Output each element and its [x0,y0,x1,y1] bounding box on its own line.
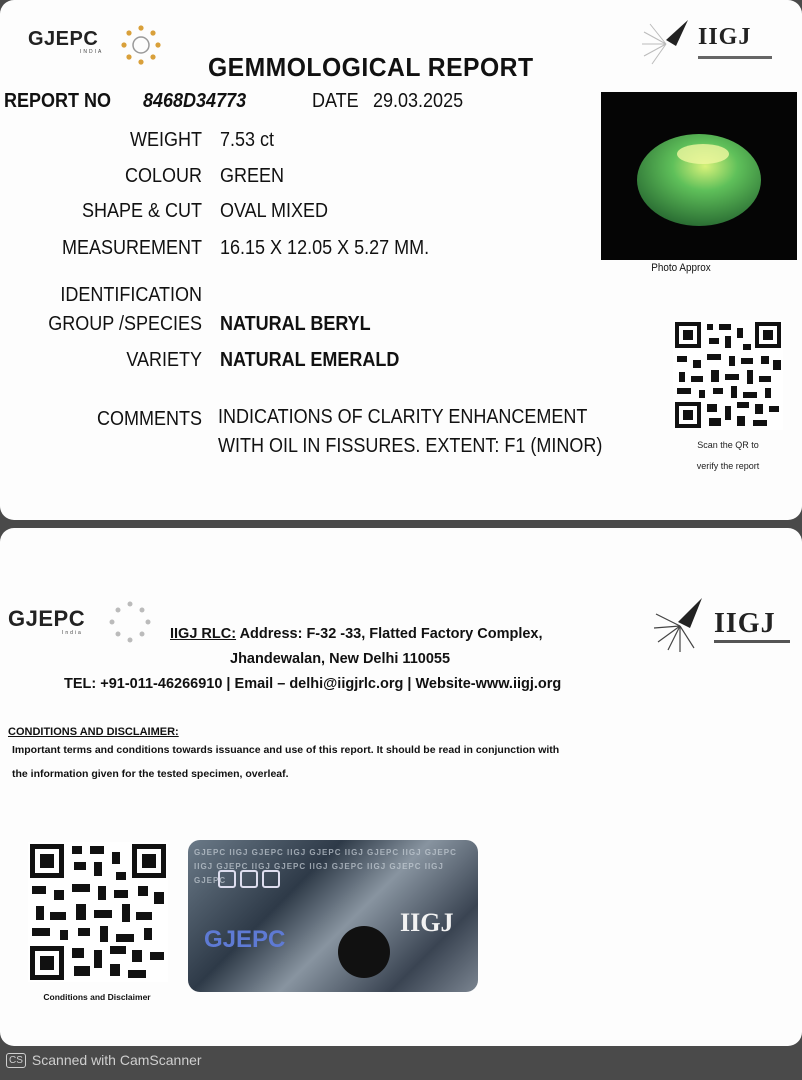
contact-line: TEL: +91-011-46266910 | Email – delhi@iigjrlc.org | Website-www.iigj.org [64,676,562,692]
address-line-1: Address: F-32 -33, Flatted Factory Complex, [239,626,543,642]
gjepc-sunburst-icon [118,22,164,68]
variety-value: NATURAL EMERALD [220,349,400,371]
conditions-line-1: Important terms and conditions towards issuance and use of this report. It should be read in conjunction with [12,744,560,756]
weight-value: 7.53 ct [220,129,275,151]
colour-value: GREEN [220,165,285,187]
report-no-value: 8468D34773 [143,90,247,112]
back-gjepc-logo [8,606,85,636]
verify-qr-code[interactable] [673,320,783,430]
report-front-card [0,0,802,520]
weight-label: WEIGHT [130,129,202,151]
iigj-star-icon [636,14,696,68]
conditions-qr-caption: Conditions and Disclaimer [43,992,151,1002]
gjepc-logo-sub: INDIA [80,49,104,55]
qr-caption-2: verify the report [696,461,760,471]
measurement-value: 16.15 X 12.05 X 5.27 MM. [220,237,430,259]
iigj-logo-underline [698,56,772,59]
comments-line-1: INDICATIONS OF CLARITY ENHANCEMENT [218,406,588,428]
back-gjepc-sunburst-icon [106,598,154,646]
group-species-value: NATURAL BERYL [220,313,371,335]
security-hologram [188,840,478,992]
back-gjepc-logo-sub: India [62,630,83,636]
hologram-hexagons [218,870,280,888]
hologram-pattern: GJEPC IIGJ GJEPC IIGJ GJEPC IIGJ GJEPC IIGJ GJEPC IIGJ GJEPC IIGJ GJEPC IIGJ GJEPC IIGJ GJEPC IIGJ GJEPC [194,848,457,885]
hologram-gjepc-text: GJEPC [204,926,286,953]
qr-caption-1: Scan the QR to [697,440,759,450]
back-iigj-star-icon [650,594,710,654]
measurement-label: MEASUREMENT [61,237,202,259]
report-no-label: REPORT NO [4,90,112,112]
back-gjepc-logo-text: GJEPC [8,606,86,631]
back-iigj-logo-text: IIGJ [714,608,776,639]
comments-line-2: WITH OIL IN FISSURES. EXTENT: F1 (MINOR) [218,435,603,457]
gem-photo [601,92,797,260]
report-back-card [0,528,802,1046]
colour-label: COLOUR [124,165,202,187]
date-label: DATE [312,90,359,112]
address-line-2: Jhandewalan, New Delhi 110055 [230,651,451,667]
group-species-label: GROUP /SPECIES [48,313,203,335]
photo-caption: Photo Approx [651,262,711,274]
identification-label: IDENTIFICATION [60,284,202,306]
gjepc-logo-text: GJEPC [28,28,99,50]
comments-label: COMMENTS [96,408,202,430]
back-iigj-underline [714,640,790,643]
address-label: IIGJ RLC: [170,626,237,642]
camscanner-footer [6,1052,202,1068]
gjepc-logo [28,28,103,55]
date-value: 29.03.2025 [373,90,464,112]
hologram-dark-circle [338,926,390,978]
conditions-qr-code[interactable] [28,842,168,982]
iigj-logo-text: IIGJ [698,24,752,50]
emerald-stone-image [601,92,797,260]
conditions-line-2: the information given for the tested specimen, overleaf. [12,768,289,780]
shape-cut-value: OVAL MIXED [220,200,329,222]
camscanner-logo-icon: CS [6,1053,26,1068]
variety-label: VARIETY [126,349,202,371]
shape-cut-label: SHAPE & CUT [81,200,202,222]
conditions-title: CONDITIONS AND DISCLAIMER: [8,726,179,738]
hologram-iigj-text: IIGJ [400,908,454,937]
camscanner-text: Scanned with CamScanner [31,1052,202,1068]
report-title: GEMMOLOGICAL REPORT [208,52,534,82]
